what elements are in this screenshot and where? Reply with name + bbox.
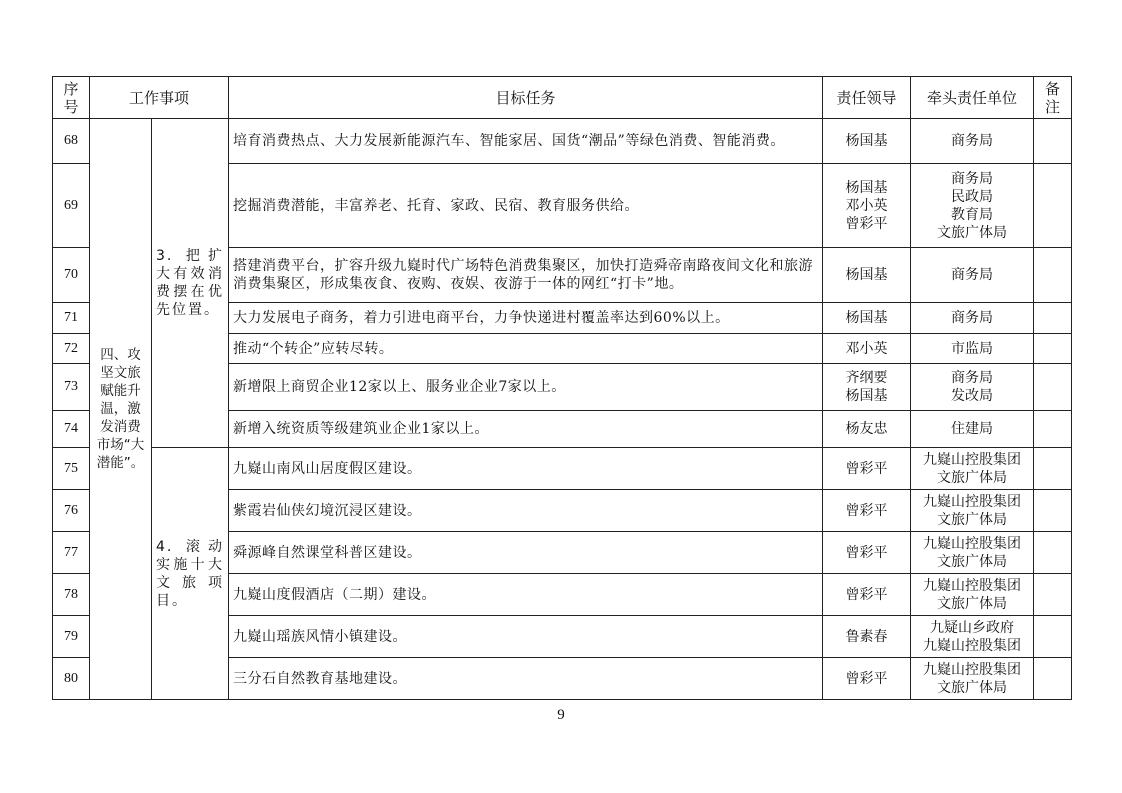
- responsible-leader: [823, 532, 911, 574]
- row-number: 73: [53, 364, 90, 411]
- target-task: 紫霞岩仙侠幻境沉浸区建设。: [229, 490, 823, 532]
- unit-name: 九嶷山控股集团: [923, 493, 1022, 510]
- responsible-leader: [823, 248, 911, 303]
- row-number: 75: [53, 448, 90, 490]
- lead-unit: [911, 616, 1034, 658]
- leader-name: 曾彩平: [845, 544, 888, 561]
- leader-name: 杨国基: [845, 388, 888, 404]
- note-cell: [1034, 334, 1072, 364]
- lead-unit: [911, 119, 1034, 164]
- leader-name: 邓小英: [845, 197, 888, 214]
- header-unit: 牵头责任单位: [911, 77, 1034, 119]
- row-number: 80: [53, 658, 90, 700]
- target-task: 九嶷山度假酒店（二期）建设。: [229, 574, 823, 616]
- leader-name: 鲁素春: [845, 628, 888, 645]
- header-row: [53, 77, 1072, 119]
- target-task: 舜源峰自然课堂科普区建设。: [229, 532, 823, 574]
- lead-unit: [911, 303, 1034, 334]
- unit-name: 民政局: [951, 188, 994, 205]
- responsible-leader: [823, 119, 911, 164]
- header-note: 备注: [1034, 77, 1072, 119]
- note-cell: [1034, 616, 1072, 658]
- row-number: 69: [53, 164, 90, 248]
- header-target: 目标任务: [229, 77, 823, 119]
- lead-unit: [911, 364, 1034, 411]
- note-cell: [1034, 364, 1072, 411]
- row-number: 79: [53, 616, 90, 658]
- row-number: 74: [53, 411, 90, 448]
- responsible-leader: [823, 411, 911, 448]
- unit-name: 市监局: [951, 340, 994, 357]
- unit-name: 商务局: [951, 170, 994, 187]
- note-cell: [1034, 411, 1072, 448]
- leader-name: 曾彩平: [845, 670, 888, 687]
- sub-category-3: 3. 把扩大有效消费摆在优先位置。: [152, 119, 229, 448]
- target-task: 三分石自然教育基地建设。: [229, 658, 823, 700]
- target-task: 新增入统资质等级建筑业企业1家以上。: [229, 411, 823, 448]
- unit-name: 商务局: [951, 310, 994, 326]
- unit-name: 九嶷山控股集团: [923, 637, 1022, 654]
- unit-name: 住建局: [951, 421, 994, 437]
- leader-name: 曾彩平: [845, 586, 888, 603]
- unit-name: 文旅广体局: [937, 553, 1008, 570]
- row-number: 76: [53, 490, 90, 532]
- lead-unit: [911, 658, 1034, 700]
- leader-name: 邓小英: [845, 340, 888, 357]
- unit-name: 商务局: [951, 133, 994, 149]
- unit-name: 九嶷山控股集团: [923, 535, 1022, 552]
- leader-name: 杨国基: [845, 267, 888, 283]
- responsible-leader: [823, 490, 911, 532]
- row-number: 70: [53, 248, 90, 303]
- header-seq: 序号: [53, 77, 90, 119]
- responsible-leader: [823, 448, 911, 490]
- row-number: 71: [53, 303, 90, 334]
- row-number: 78: [53, 574, 90, 616]
- unit-name: 九疑山乡政府: [930, 619, 1015, 636]
- work-plan-table: [52, 76, 1072, 700]
- unit-name: 文旅广体局: [937, 679, 1008, 696]
- unit-name: 文旅广体局: [937, 469, 1008, 486]
- target-task: 新增限上商贸企业12家以上、服务业企业7家以上。: [229, 364, 823, 411]
- header-item: 工作事项: [90, 77, 229, 119]
- page-number: 9: [557, 707, 565, 723]
- leader-name: 齐纲要: [845, 370, 888, 386]
- lead-unit: [911, 490, 1034, 532]
- target-task: 搭建消费平台，扩容升级九嶷时代广场特色消费集聚区，加快打造舜帝南路夜间文化和旅游消费集聚区，形成集夜食、夜购、夜娱、夜游于一体的网红“打卡”地。: [229, 248, 823, 303]
- leader-name: 杨国基: [845, 179, 888, 196]
- unit-name: 教育局: [951, 206, 994, 223]
- responsible-leader: [823, 658, 911, 700]
- table-row: [53, 448, 1072, 490]
- leader-name: 曾彩平: [845, 460, 888, 477]
- responsible-leader: [823, 334, 911, 364]
- unit-name: 九嶷山控股集团: [923, 661, 1022, 678]
- unit-name: 发改局: [951, 388, 994, 404]
- target-task: 九嶷山南风山居度假区建设。: [229, 448, 823, 490]
- lead-unit: [911, 411, 1034, 448]
- responsible-leader: [823, 364, 911, 411]
- unit-name: 商务局: [951, 370, 994, 386]
- unit-name: 九嶷山控股集团: [923, 577, 1022, 594]
- unit-name: 文旅广体局: [937, 511, 1008, 528]
- unit-name: 九嶷山控股集团: [923, 451, 1022, 468]
- row-number: 68: [53, 119, 90, 164]
- note-cell: [1034, 574, 1072, 616]
- note-cell: [1034, 490, 1072, 532]
- target-task: 九嶷山瑶族风情小镇建设。: [229, 616, 823, 658]
- note-cell: [1034, 248, 1072, 303]
- leader-name: 杨国基: [845, 310, 888, 326]
- leader-name: 杨国基: [845, 133, 888, 149]
- main-category: 四、攻坚文旅赋能升温，激发消费市场“大潜能”。: [90, 119, 152, 700]
- target-task: 挖掘消费潜能，丰富养老、托育、家政、民宿、教育服务供给。: [229, 164, 823, 248]
- unit-name: 文旅广体局: [937, 224, 1008, 241]
- note-cell: [1034, 532, 1072, 574]
- responsible-leader: [823, 616, 911, 658]
- responsible-leader: [823, 303, 911, 334]
- responsible-leader: [823, 574, 911, 616]
- note-cell: [1034, 119, 1072, 164]
- lead-unit: [911, 448, 1034, 490]
- lead-unit: [911, 574, 1034, 616]
- responsible-leader: [823, 164, 911, 248]
- sub-category-4: 4. 滚动实施十大文旅项目。: [152, 448, 229, 700]
- leader-name: 曾彩平: [845, 215, 888, 232]
- table-row: [53, 119, 1072, 164]
- note-cell: [1034, 448, 1072, 490]
- note-cell: [1034, 303, 1072, 334]
- lead-unit: [911, 334, 1034, 364]
- leader-name: 杨友忠: [845, 421, 888, 437]
- lead-unit: [911, 532, 1034, 574]
- header-leader: 责任领导: [823, 77, 911, 119]
- note-cell: [1034, 658, 1072, 700]
- target-task: 大力发展电子商务，着力引进电商平台，力争快递进村覆盖率达到60%以上。: [229, 303, 823, 334]
- unit-name: 文旅广体局: [937, 595, 1008, 612]
- target-task: 推动“个转企”应转尽转。: [229, 334, 823, 364]
- lead-unit: [911, 164, 1034, 248]
- unit-name: 商务局: [951, 267, 994, 283]
- lead-unit: [911, 248, 1034, 303]
- target-task: 培育消费热点、大力发展新能源汽车、智能家居、国货“潮品”等绿色消费、智能消费。: [229, 119, 823, 164]
- leader-name: 曾彩平: [845, 502, 888, 519]
- row-number: 77: [53, 532, 90, 574]
- row-number: 72: [53, 334, 90, 364]
- note-cell: [1034, 164, 1072, 248]
